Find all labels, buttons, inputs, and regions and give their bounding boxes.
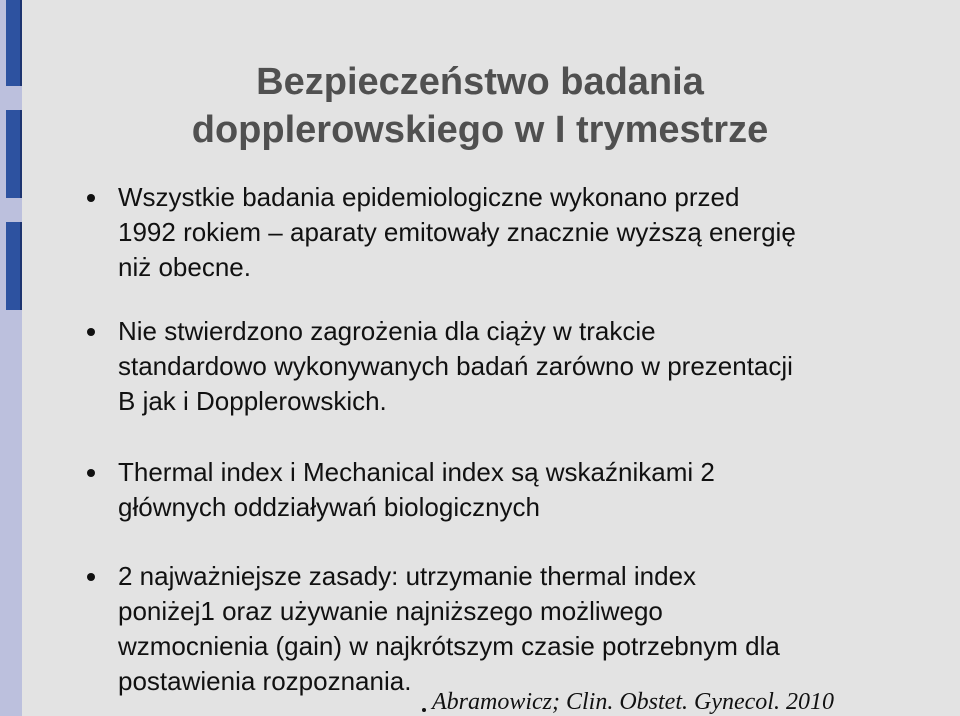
bullet-text-line: Thermal index i Mechanical index są wskaźnikami 2: [118, 457, 715, 487]
bullet-dot-icon: [87, 469, 95, 477]
slide-title-line: Bezpieczeństwo badania: [256, 61, 704, 103]
edge-bar-decoration: [6, 0, 22, 86]
bullet-item: [118, 455, 908, 525]
bullet-text-line: Wszystkie badania epidemiologiczne wykonano przed: [118, 182, 740, 212]
bullet-item: [118, 314, 908, 419]
edge-bar-decoration: [6, 110, 22, 198]
bullet-text-line: 2 najważniejsze zasady: utrzymanie thermal index: [118, 561, 697, 591]
bullet-dot-icon: [87, 573, 95, 581]
bullet-item: [118, 180, 908, 285]
citation: Abramowicz; Clin. Obstet. Gynecol. 2010: [432, 689, 834, 715]
bullet-text-line: niż obecne.: [118, 252, 251, 282]
bullet-text-line: standardowo wykonywanych badań zarówno w prezentacji: [118, 351, 793, 381]
bullet-text-line: poniżej1 oraz używanie najniższego możliwego: [118, 596, 663, 626]
slide-title: [70, 58, 890, 154]
slide-title-line: dopplerowskiego w I trymestrze: [191, 109, 769, 151]
bullet-dot-icon: [87, 194, 95, 202]
bullet-dot-icon: [87, 328, 95, 336]
bullet-text-line: głównych oddziaływań biologicznych: [118, 492, 541, 522]
edge-bar-decoration: [6, 222, 22, 310]
citation-dot-icon: [422, 708, 426, 712]
bullet-text-line: B jak i Dopplerowskich.: [118, 386, 387, 416]
bullet-text-line: 1992 rokiem – aparaty emitowały znacznie wyższą energię: [118, 217, 796, 247]
bullet-text-line: Nie stwierdzono zagrożenia dla ciąży w trakcie: [118, 316, 656, 346]
bullet-text-line: wzmocnienia (gain) w najkrótszym czasie potrzebnym dla: [118, 631, 780, 661]
bullet-item: [118, 559, 908, 699]
bullet-text-line: postawienia rozpoznania.: [118, 666, 412, 696]
